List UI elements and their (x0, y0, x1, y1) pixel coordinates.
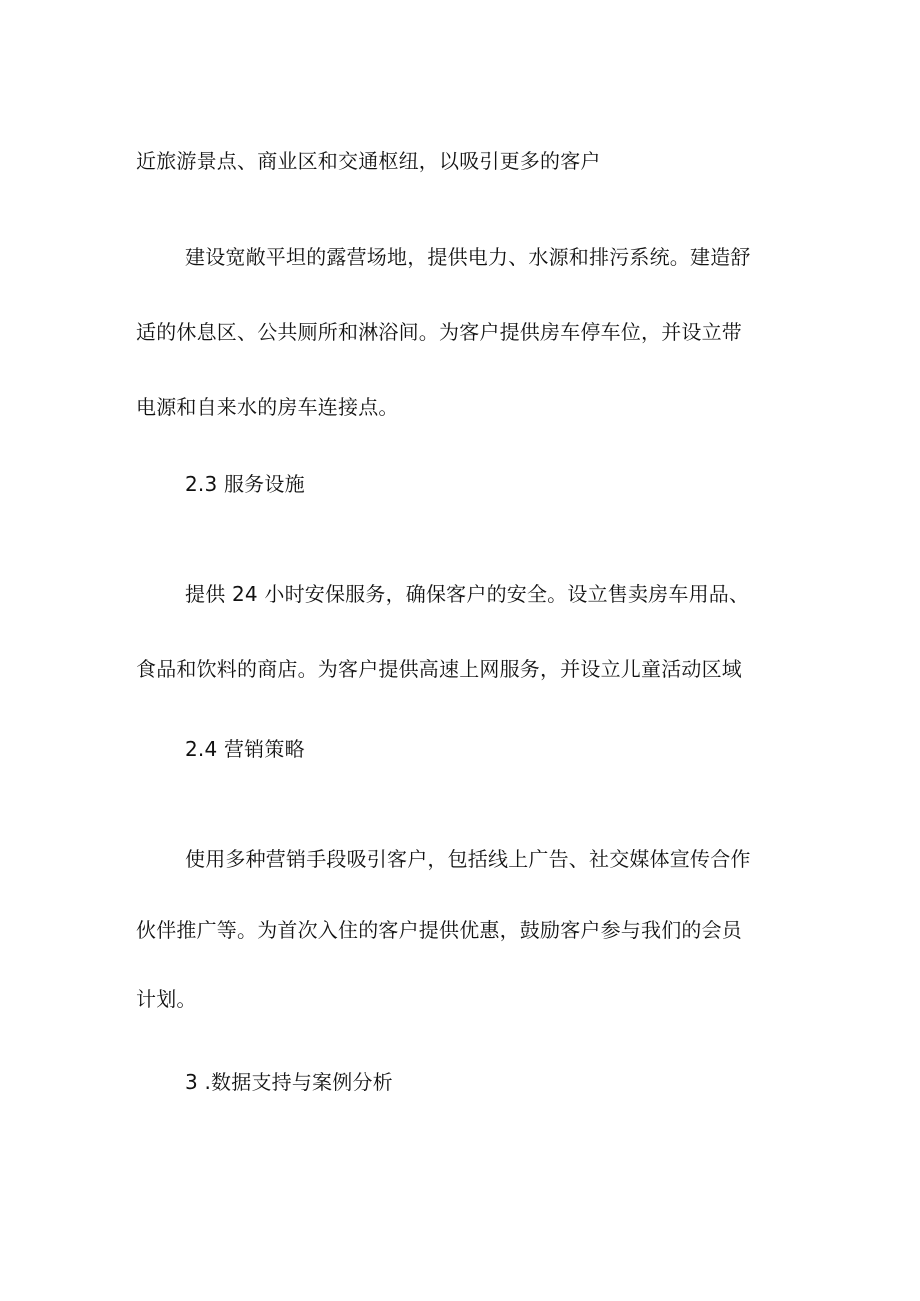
services-paragraph-line-2: 食品和饮料的商店。为客户提供高速上网服务，并设立儿童活动区域 (136, 657, 742, 681)
section-heading-2-3: 2.3 服务设施 (185, 472, 305, 496)
facilities-paragraph-line-3: 电源和自来水的房车连接点。 (136, 395, 399, 419)
facilities-paragraph-line-1: 建设宽敞平坦的露营场地，提供电力、水源和排污系统。建造舒 (185, 245, 751, 269)
services-paragraph-line-1: 提供 24 小时安保服务，确保客户的安全。设立售卖房车用品、 (185, 582, 750, 606)
section-heading-3: 3 .数据支持与案例分析 (185, 1070, 393, 1094)
marketing-paragraph-line-3: 计划。 (136, 987, 197, 1011)
marketing-paragraph-line-1: 使用多种营销手段吸引客户，包括线上广告、社交媒体宣传合作 (185, 847, 751, 871)
section-heading-2-4: 2.4 营销策略 (185, 737, 305, 761)
facilities-paragraph-line-2: 适的休息区、公共厕所和淋浴间。为客户提供房车停车位，并设立带 (136, 320, 742, 344)
marketing-paragraph-line-2: 伙伴推广等。为首次入住的客户提供优惠，鼓励客户参与我们的会员 (136, 918, 742, 942)
location-paragraph-line-1: 近旅游景点、商业区和交通枢纽，以吸引更多的客户 (136, 149, 601, 173)
